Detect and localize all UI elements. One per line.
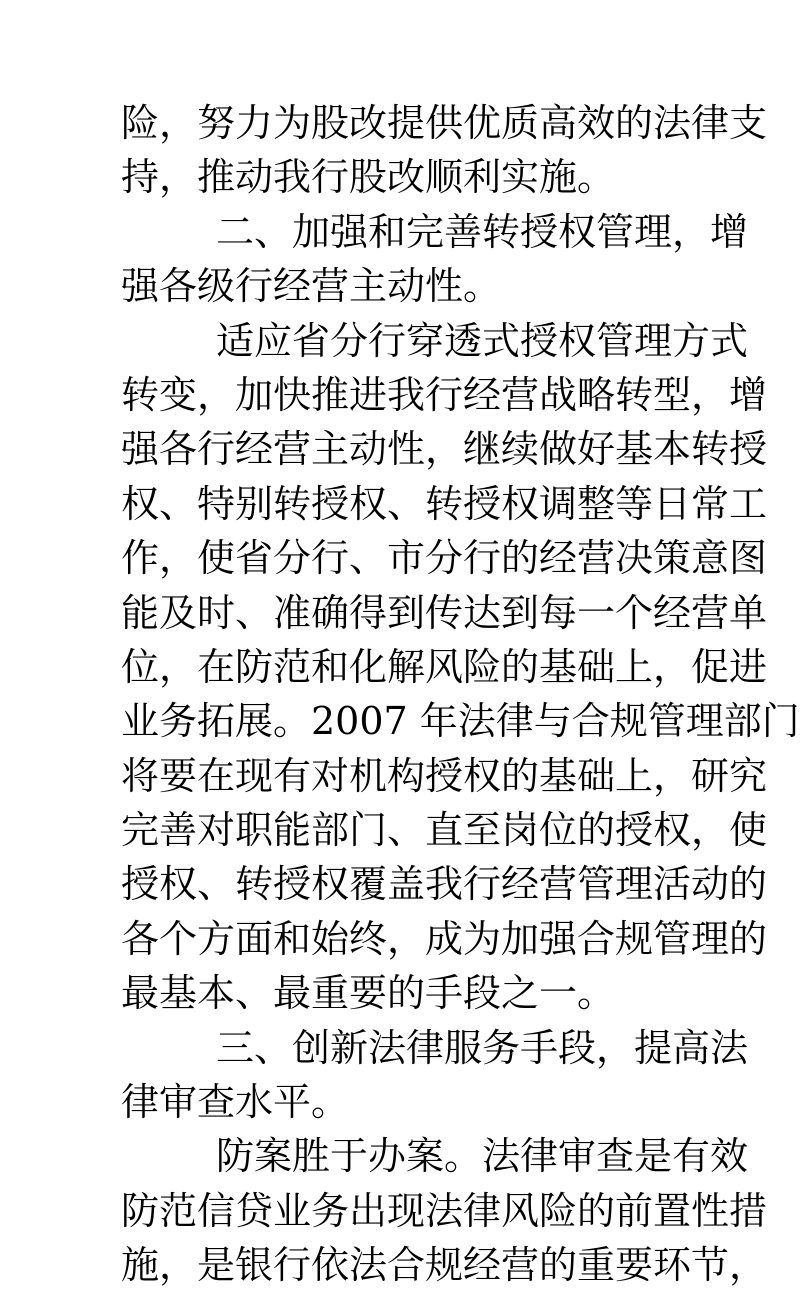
text-line: 能及时、准确得到传达到每一个经营单 [121,590,768,635]
text-line: 转变，加快推进我行经营战略转型，增 [121,372,768,417]
document-body [121,96,800,1293]
text-line: 最基本、最重要的手段之一。 [121,971,616,1016]
section-heading: 三、创新法律服务手段，提高法 [216,1025,749,1070]
text-line: 强各行经营主动性，继续做好基本转授 [121,427,768,472]
text-line: 律审查水平。 [121,1080,350,1125]
text-line: 位，在防范和化解风险的基础上，促进 [121,644,768,689]
text-line: 强各级行经营主动性。 [121,264,502,309]
section-heading: 二、加强和完善转授权管理，增 [216,209,749,254]
text-line: 完善对职能部门、直至岗位的授权，使 [121,808,768,853]
text-line: 作，使省分行、市分行的经营决策意图 [121,536,768,581]
text-line: 授权、转授权覆盖我行经营管理活动的 [121,862,768,907]
text-line: 各个方面和始终，成为加强合规管理的 [121,916,768,961]
text-line: 施，是银行依法合规经营的重要环节， [121,1243,768,1288]
paragraph-start: 适应省分行穿透式授权管理方式 [216,318,749,363]
text-line: 将要在现有对机构授权的基础上，研究 [121,753,768,798]
text-line: 权、特别转授权、转授权调整等日常工 [121,481,768,526]
text-line: 持，推动我行股改顺利实施。 [121,155,616,200]
text-line: 防范信贷业务出现法律风险的前置性措 [121,1188,768,1233]
paragraph-start: 防案胜于办案。法律审查是有效 [216,1134,749,1179]
text-line: 险，努力为股改提供优质高效的法律支 [121,101,768,145]
text-line: 业务拓展。2007 年法律与合规管理部门 [121,699,800,744]
